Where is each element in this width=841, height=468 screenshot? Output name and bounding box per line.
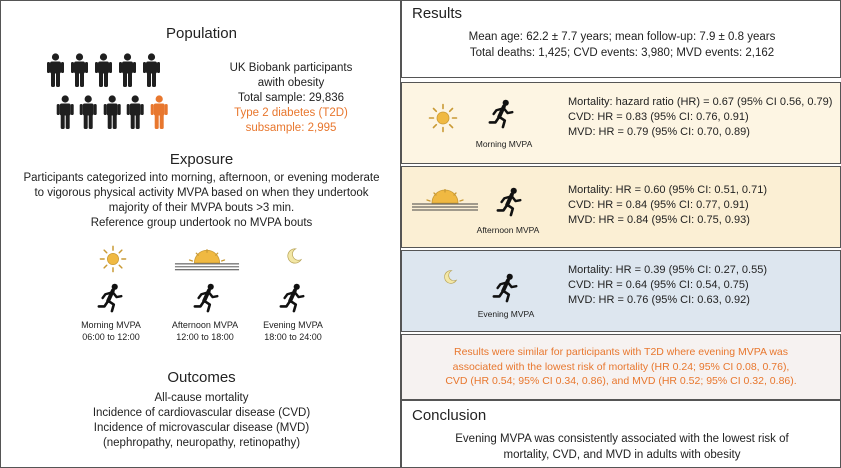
runner-icon: [193, 283, 221, 313]
outcome-item: Incidence of cardiovascular disease (CVD): [92, 407, 311, 419]
person-icon: [45, 53, 66, 87]
population-heading: Population: [166, 25, 237, 42]
sun-icon: [428, 103, 458, 133]
person-icon: [93, 53, 114, 87]
outcomes-list: [1, 391, 402, 451]
person-icon: [141, 53, 162, 87]
outcome-item: Incidence of microvascular disease (MVD): [93, 422, 310, 434]
person-icon: [78, 95, 98, 129]
outcome-item: All-cause mortality: [154, 392, 249, 404]
runner-icon: [279, 283, 307, 313]
t2d-results-text: Results were similar for participants with T2D where evening MVPA was associated with the lowest risk of mortality (HR 0.24; 95% CI 0.08, 0.76), CVD (HR 0.54; 95% CI 0.34, 0.86), and MVD (HR 0.52; 95% CI 0.32, 0.86).: [445, 346, 797, 387]
conclusion-heading: Conclusion: [412, 407, 487, 424]
timeslot-morning: Morning MVPA 06:00 to 12:00: [81, 320, 141, 342]
results-summary: Mean age: 62.2 ± 7.7 years; mean follow-up: 7.9 ± 0.8 years Total deaths: 1,425; CVD events: 3,980; MVD events: 2,162: [468, 31, 776, 59]
person-icon: [117, 53, 138, 87]
person-icon: [69, 53, 90, 87]
runner-icon: [488, 99, 516, 129]
afternoon-stats: Mortality: HR = 0.60 (95% CI: 0.51, 0.71) CVD: HR = 0.84 (95% CI: 0.77, 0.91) MVD: HR = 0.84 (95% CI: 0.75, 0.93): [568, 184, 768, 226]
afternoon-mvpa-label: Afternoon MVPA: [476, 225, 540, 235]
conclusion-text: Evening MVPA was consistently associated with the lowest risk of mortality, CVD, and MVD in adults with obesity: [455, 433, 789, 461]
population-people-icons: [45, 53, 169, 137]
person-icon-highlight: [149, 95, 169, 129]
moon-icon: [442, 269, 458, 285]
runner-icon: [496, 187, 524, 217]
outcome-item: (nephropathy, neuropathy, retinopathy): [102, 437, 301, 449]
person-icon: [102, 95, 122, 129]
afternoon-results-row: [401, 166, 841, 248]
sunset-icon: [173, 249, 241, 271]
morning-mvpa-label: Morning MVPA: [475, 139, 533, 149]
timeslot-afternoon: Afternoon MVPA 12:00 to 18:00: [171, 320, 239, 342]
moon-icon: [285, 247, 303, 265]
population-description: UK Biobank participants awith obesity Total sample: 29,836 Type 2 diabetes (T2D) subsample: 2,995: [191, 61, 391, 136]
exposure-description: Participants categorized into morning, afternoon, or evening moderate to vigorous physical activity MVPA based on when they undertook majority of their MVPA bouts >3 min. Reference group undertook no MVPA bouts: [23, 172, 380, 229]
study-design-panel: [0, 0, 401, 468]
outcomes-heading: Outcomes: [167, 369, 236, 386]
exposure-heading: Exposure: [169, 151, 234, 168]
t2d-results-note: [401, 334, 841, 400]
sun-icon: [99, 245, 127, 273]
evening-stats: Mortality: HR = 0.39 (95% CI: 0.27, 0.55) CVD: HR = 0.64 (95% CI: 0.54, 0.75) MVD: HR = 0.76 (95% CI: 0.63, 0.92): [568, 264, 768, 306]
total-sample: Total sample: 29,836: [237, 92, 345, 104]
results-summary-panel: [401, 0, 841, 78]
runner-icon: [492, 273, 520, 303]
results-heading: Results: [412, 5, 463, 22]
morning-stats: Mortality: hazard ratio (HR) = 0.67 (95% CI 0.56, 0.79) CVD: HR = 0.83 (95% CI: 0.76, 0.91) MVD: HR = 0.79 (95% CI: 0.70, 0.89): [568, 96, 833, 138]
evening-results-row: [401, 250, 841, 332]
morning-results-row: [401, 82, 841, 164]
conclusion-panel: [401, 400, 841, 468]
person-icon: [125, 95, 145, 129]
sunset-icon: [410, 189, 480, 211]
t2d-subsample: Type 2 diabetes (T2D): [234, 107, 348, 119]
evening-mvpa-label: Evening MVPA: [477, 309, 535, 319]
timeslot-evening: Evening MVPA 18:00 to 24:00: [263, 320, 323, 342]
runner-icon: [97, 283, 125, 313]
person-icon: [55, 95, 75, 129]
